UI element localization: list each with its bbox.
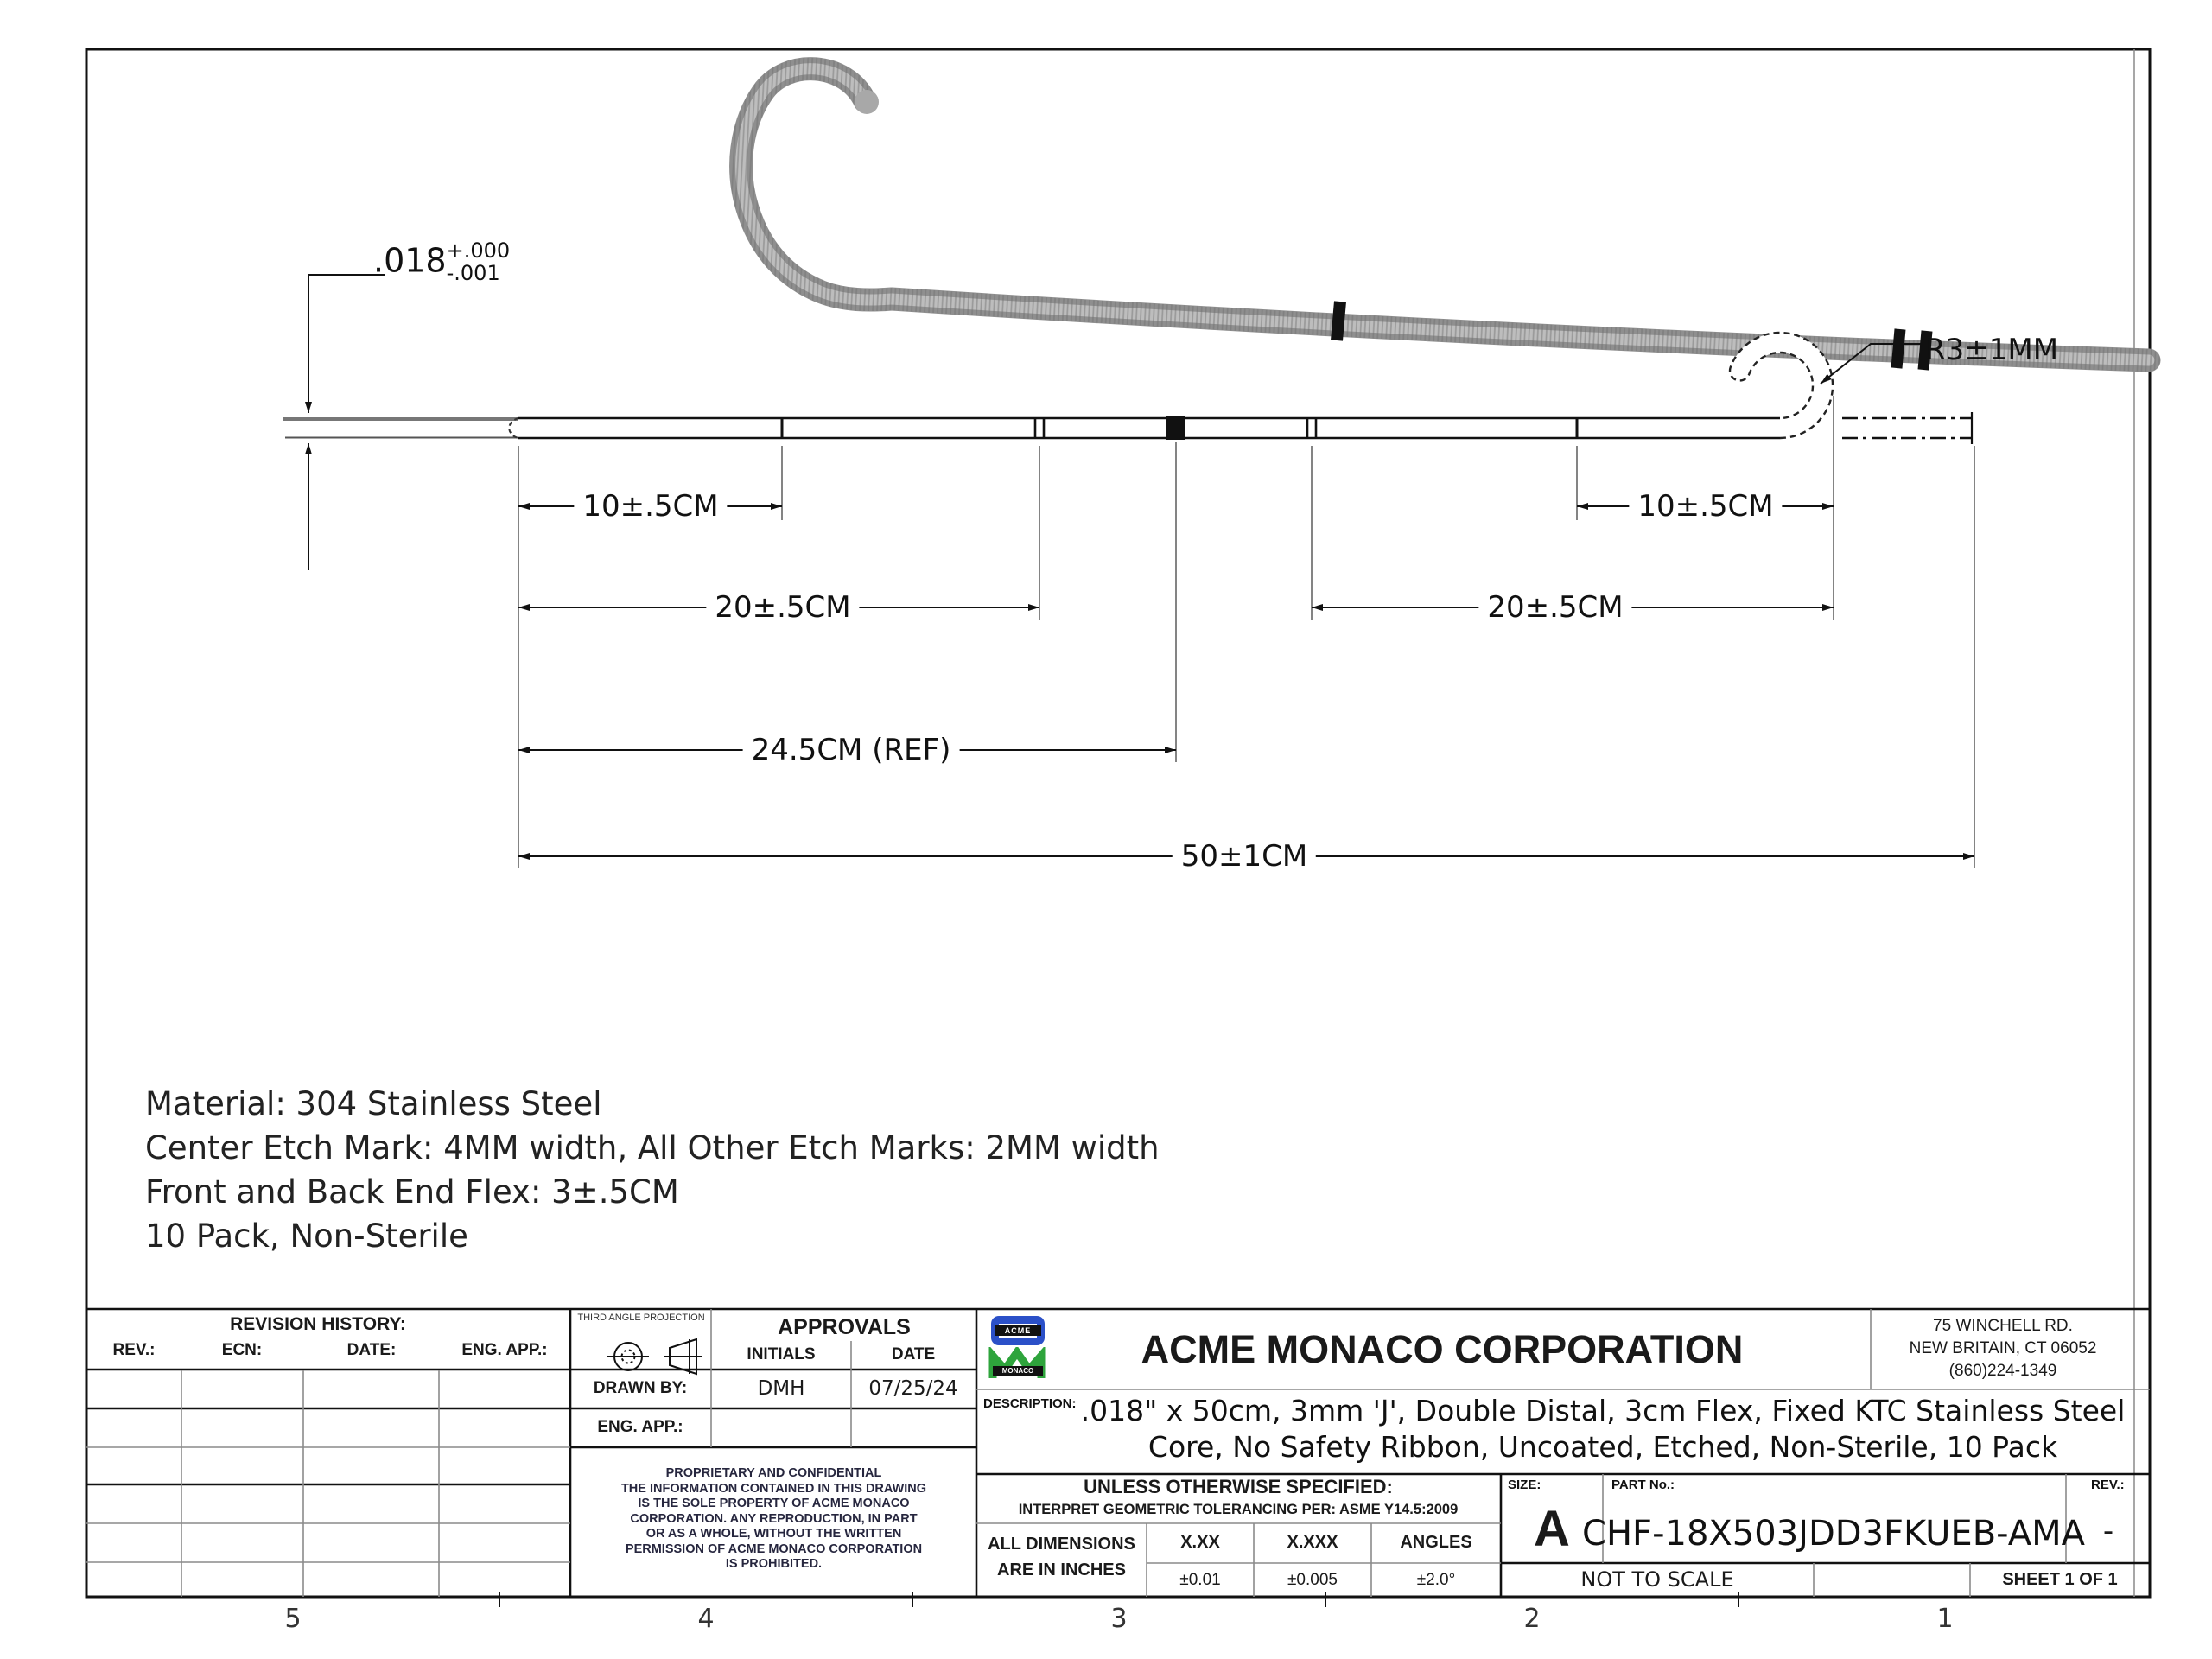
diameter-minus-tol: -.001 [446,260,500,285]
logo-m-icon [988,1347,1050,1382]
interpret-tolerancing: INTERPRET GEOMETRIC TOLERANCING PER: ASME Y14.5:2009 [1018,1502,1459,1517]
rev-col-header: REV.: [112,1341,156,1359]
description-label: DESCRIPTION: [983,1396,1077,1411]
radius-dimension: R3±1MM [1925,333,2059,367]
address-line: (860)224-1349 [1948,1362,2057,1380]
approvals-date-col-header: DATE [891,1345,936,1363]
proprietary-line: IS PROHIBITED. [725,1557,823,1571]
drawn-by-date: 07/25/24 [868,1377,958,1400]
part-number: CHF-18X503JDD3FKUEB-AMA [1582,1514,2085,1554]
all-dims-line-1: ALL DIMENSIONS [988,1535,1135,1554]
scale-note: NOT TO SCALE [1580,1567,1734,1592]
zone-label-3: 3 [1110,1604,1128,1634]
note-material: Material: 304 Stainless Steel [145,1085,602,1122]
proprietary-line: THE INFORMATION CONTAINED IN THIS DRAWING [620,1481,927,1496]
zone-label-2: 2 [1523,1604,1541,1634]
ecn-col-header: ECN: [221,1341,263,1359]
description-line-2: Core, No Safety Ribbon, Uncoated, Etched, Non-Sterile, 10 Pack [1147,1430,2058,1464]
sheet-note: SHEET 1 OF 1 [2002,1570,2118,1589]
all-dimensions-note [978,1531,1145,1583]
drawn-by-label: DRAWN BY: [593,1379,688,1397]
eng-app-label: ENG. APP.: [597,1418,683,1436]
note-end-flex: Front and Back End Flex: 3±.5CM [145,1173,679,1211]
drawn-by-initials: DMH [757,1377,805,1400]
unless-otherwise-specified: UNLESS OTHERWISE SPECIFIED: [1084,1476,1393,1497]
eng-app-col-header: ENG. APP.: [461,1341,548,1359]
note-pack: 10 Pack, Non-Sterile [145,1217,468,1255]
projection-label: THIRD ANGLE PROJECTION [577,1313,705,1323]
proprietary-line: IS THE SOLE PROPERTY OF ACME MONACO [638,1497,910,1510]
zone-label-1: 1 [1936,1604,1954,1634]
date-col-header: DATE: [346,1341,397,1359]
rev-value: - [2102,1514,2114,1548]
dim-10cm-left: 10±.5CM [574,489,727,524]
logo-monaco-text: MONACO [993,1366,1043,1376]
size-value: A [1534,1501,1570,1557]
approvals-title: APPROVALS [778,1315,911,1339]
tol-angles-value: ±2.0° [1416,1571,1456,1589]
tol-xxx-value: ±0.005 [1287,1571,1338,1589]
proprietary-line: PROPRIETARY AND CONFIDENTIAL [665,1466,882,1480]
proprietary-line: PERMISSION OF ACME MONACO CORPORATION [625,1541,923,1556]
description-text [1071,1393,2134,1465]
dim-20cm-right: 20±.5CM [1478,590,1631,625]
dim-overall-50cm: 50±1CM [1173,839,1316,874]
size-label: SIZE: [1508,1478,1541,1492]
proprietary-line: OR AS A WHOLE, WITHOUT THE WRITTEN [645,1527,902,1541]
note-etch-marks: Center Etch Mark: 4MM width, All Other Etch Marks: 2MM width [145,1129,1160,1166]
address-line: NEW BRITAIN, CT 06052 [1909,1339,2097,1357]
diameter-plus-tol: +.000 [446,238,511,263]
proprietary-line: CORPORATION. ANY REPRODUCTION, IN PART [630,1511,918,1526]
tol-xxx-label: X.XXX [1287,1533,1338,1552]
company-address [1873,1315,2133,1382]
tol-xx-value: ±0.01 [1179,1571,1221,1589]
rev-label: REV.: [2091,1478,2125,1492]
dim-ref-24-5cm: 24.5CM (REF) [743,733,960,767]
tol-xx-label: X.XX [1180,1533,1220,1552]
dim-20cm-left: 20±.5CM [706,590,859,625]
proprietary-notice [573,1466,975,1573]
all-dims-line-2: ARE IN INCHES [997,1560,1126,1580]
revision-history-title: REVISION HISTORY: [230,1314,406,1334]
company-name: ACME MONACO CORPORATION [1141,1327,1744,1371]
description-line-1: .018" x 50cm, 3mm 'J', Double Distal, 3cm Flex, Fixed KTC Stainless Steel [1080,1394,2126,1427]
tol-angles-label: ANGLES [1400,1533,1472,1552]
zone-label-4: 4 [697,1604,715,1634]
diameter-value: .018 [373,241,447,280]
zone-label-5: 5 [284,1604,302,1634]
address-line: 75 WINCHELL RD. [1933,1317,2073,1335]
acme-monaco-logo [988,1314,1050,1383]
part-no-label: PART No.: [1611,1478,1675,1492]
initials-col-header: INITIALS [747,1345,816,1363]
logo-acme-text: ACME [995,1325,1041,1336]
dim-10cm-right: 10±.5CM [1629,489,1782,524]
